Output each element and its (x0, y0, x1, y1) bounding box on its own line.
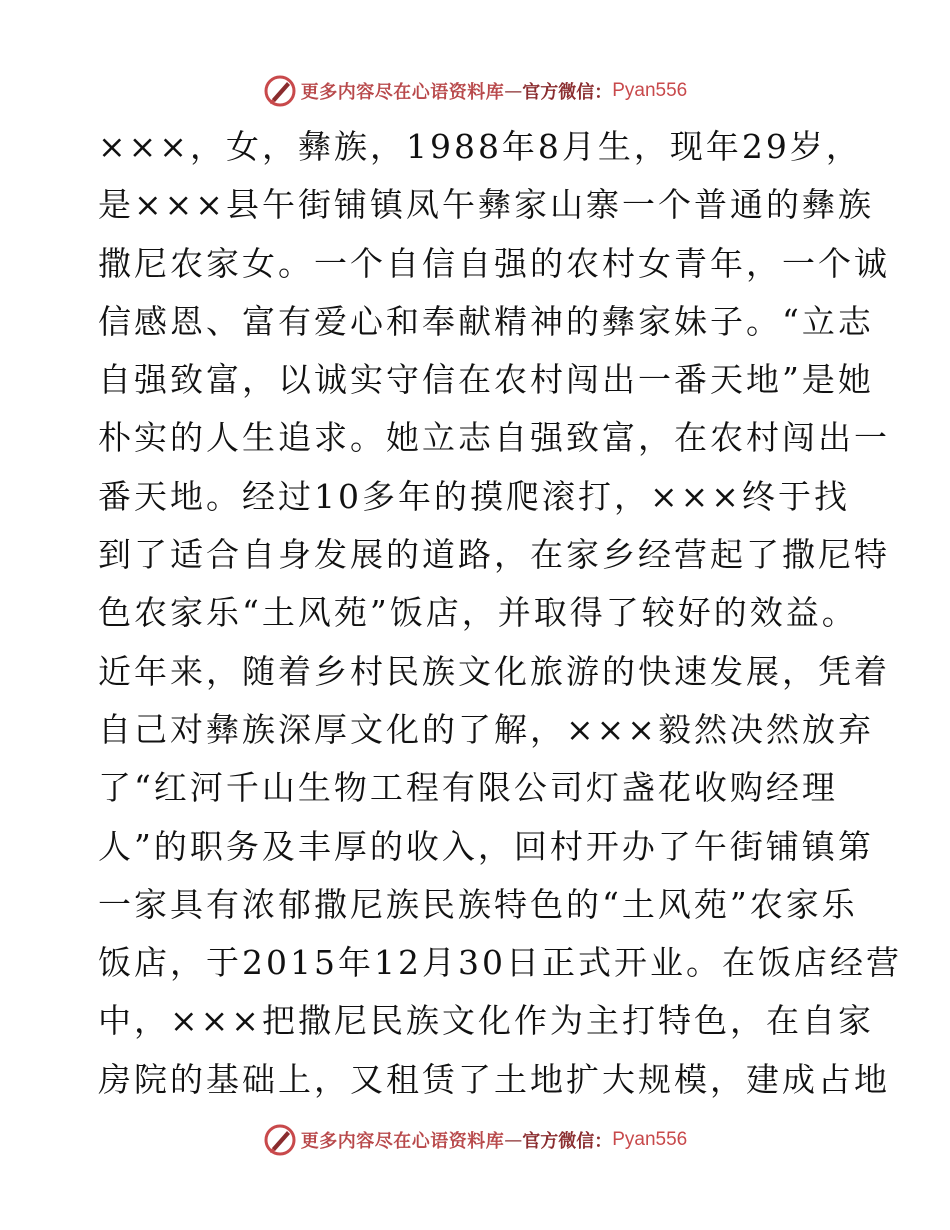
text-line: 撒尼农家女。一个自信自强的农村女青年，一个诚 (98, 243, 890, 283)
watermark-dash: — (504, 80, 523, 102)
watermark-wechat-label: 官方微信： (522, 1131, 613, 1152)
text-line: 饭店，于2015年12月30日正式开业。在饭店经营 (98, 943, 902, 983)
text-line: 近年来，随着乡村民族文化旅游的快速发展，凭着 (98, 651, 890, 691)
pen-logo-icon (263, 1123, 297, 1157)
text-line: 番天地。经过10多年的摸爬滚打，×××终于找 (98, 476, 850, 516)
text-line: 到了适合自身发展的道路，在家乡经营起了撒尼特 (98, 535, 890, 575)
watermark-wechat-id: Pyan556 (612, 80, 688, 101)
pen-logo-icon (263, 74, 297, 108)
text-line: 是×××县午街铺镇凤午彝家山寨一个普通的彝族 (98, 185, 874, 225)
text-line: 朴实的人生追求。她立志自强致富，在农村闯出一 (98, 418, 890, 458)
text-line: 人”的职务及丰厚的收入，回村开办了午街铺镇第 (98, 826, 874, 866)
text-line: 一家具有浓郁撒尼族民族特色的“土风苑”农家乐 (98, 884, 858, 924)
watermark-wechat-label: 官方微信： (522, 82, 613, 103)
text-line: 色农家乐“土风苑”饭店，并取得了较好的效益。 (98, 593, 858, 633)
watermark-wechat-id: Pyan556 (612, 1129, 688, 1150)
text-line: 自己对彝族深厚文化的了解，×××毅然决然放弃 (98, 709, 874, 749)
footer-watermark (0, 1120, 950, 1160)
watermark-dash: — (504, 1129, 523, 1151)
text-line: 中，×××把撒尼民族文化作为主打特色，在自家 (98, 1001, 874, 1041)
text-line: 了“红河千山生物工程有限公司灯盏花收购经理 (98, 768, 838, 808)
text-line: 自强致富，以诚实守信在农村闯出一番天地”是她 (98, 360, 874, 400)
text-line: 信感恩、富有爱心和奉献精神的彝家妹子。“立志 (98, 301, 874, 341)
watermark-main-text: 更多内容尽在心语资料库 (300, 1131, 505, 1152)
header-watermark (0, 71, 950, 111)
document-body (98, 118, 902, 1109)
watermark-main-text: 更多内容尽在心语资料库 (300, 82, 505, 103)
text-line: 房院的基础上，又租赁了土地扩大规模，建成占地 (98, 1059, 890, 1099)
text-line: ×××，女，彝族，1988年8月生，现年29岁， (98, 127, 862, 166)
